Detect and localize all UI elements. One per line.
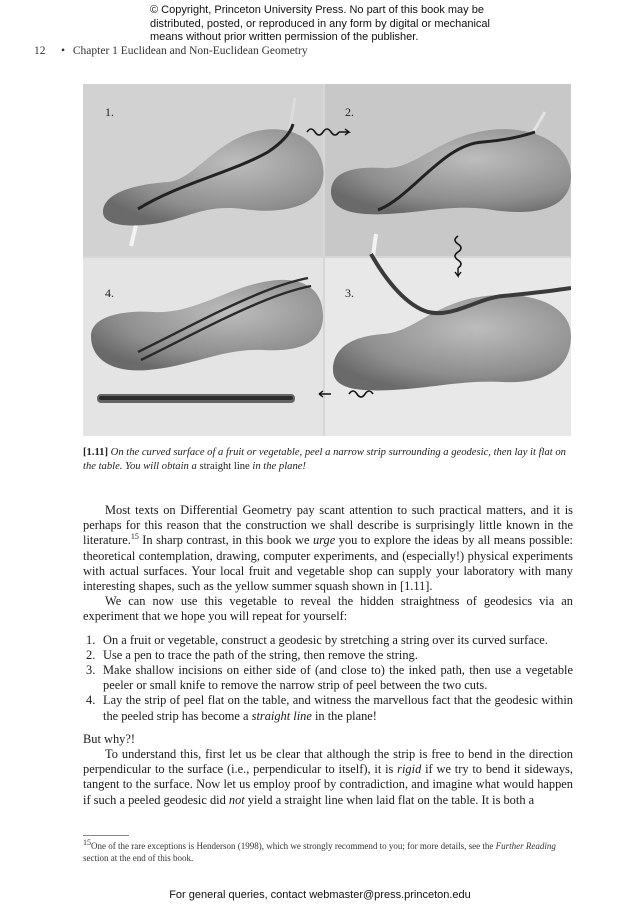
p3-text-c: yield a straight line when laid flat on the table. It is both a — [244, 792, 535, 807]
p3-text-a: To understand this, first let us be clear that although the strip is free to bend in the direction perpendicular to the surface (i.e., perpendicular to itself), it is — [83, 747, 573, 777]
panel-label-4: 4. — [105, 286, 114, 300]
p1-text-a: Most texts on Differential Geometry pay scant attention to such practical matters, and it is perhaps for this reason that the construction we shall describe is surprisingly little known in the literature. — [83, 503, 573, 548]
but-why-line: But why?! — [83, 731, 135, 746]
copyright-line-2: distributed, posted, or reproduced in any form by digital or mechanical — [150, 17, 490, 30]
list-item-number: 4. — [86, 693, 96, 708]
panel-label-2: 2. — [345, 105, 354, 119]
footnote-text-b: section at the end of this book. — [83, 853, 194, 863]
list-item-text: Lay the strip of peel flat on the table, and witness the marvellous fact that the geodesic within the peeled strip has become a — [103, 693, 573, 723]
list-item — [83, 663, 573, 693]
copyright-line-1: © Copyright, Princeton University Press. No part of this book may be — [150, 4, 484, 16]
copyright-notice — [150, 4, 490, 45]
list-item-text: Use a pen to trace the path of the string, then remove the string. — [103, 647, 418, 662]
panel-label-3: 3. — [345, 286, 354, 300]
list-item — [83, 633, 573, 648]
paragraph-3 — [83, 747, 573, 808]
contact-notice: For general queries, contact webmaster@press.princeton.edu — [169, 889, 471, 901]
list-item-text: Make shallow incisions on either side of (and close to) the inked path, then use a vegetable peeler or small knife to remove the narrow strip of peel between the two cuts. — [103, 663, 573, 693]
footnote-emphasis: Further Reading — [495, 841, 556, 851]
list-item-number: 3. — [86, 663, 96, 678]
p1-text-b: In sharp contrast, in this book we — [138, 533, 313, 548]
list-item-emphasis: straight line — [251, 708, 312, 723]
caption-text-roman: straight line — [199, 461, 250, 472]
p3-emphasis-rigid: rigid — [397, 762, 422, 777]
p1-text-c: you to explore the ideas by all means possible: theoretical contemplation, drawing, computer experiments, and (especially!) physical experiments with actual surfaces. Your local fruit and vegetable shop can supply your laboratory with many interesting shapes, such as the yellow summer squash shown in [1.11]. — [83, 533, 573, 594]
p3-text-b: if we try to bend it sideways, tangent to the surface. Now let us employ proof by contradiction, and imagine what would happen if such a peeled geodesic did — [83, 762, 573, 807]
main-body — [83, 503, 573, 808]
panel-label-1: 1. — [105, 105, 114, 119]
running-head — [34, 45, 308, 57]
list-item — [83, 648, 573, 663]
figure-caption — [83, 446, 573, 474]
list-item-number: 2. — [86, 647, 96, 662]
list-item-text-end: in the plane! — [311, 708, 377, 723]
copyright-line-3: means without prior written permission of the publisher. — [150, 31, 419, 43]
footnote-divider — [83, 835, 129, 836]
squash-photo-illustration — [83, 84, 571, 436]
experiment-steps-list — [83, 633, 573, 724]
squash-figure — [83, 84, 571, 436]
list-item-number: 1. — [86, 632, 96, 647]
paragraph-2: We can now use this vegetable to reveal the hidden straightness of geodesics via an experiment that we hope you will repeat for yourself: — [83, 594, 573, 624]
footnote-text-a: One of the rare exceptions is Henderson (1998), which we strongly recommend to you; for more details, see the — [91, 841, 496, 851]
footnote-number: 15 — [83, 838, 91, 847]
list-item — [83, 693, 573, 723]
footnote-ref-15[interactable]: 15 — [130, 532, 139, 542]
p1-emphasis-urge: urge — [312, 533, 336, 548]
footnote-15 — [83, 840, 573, 864]
paragraph-1 — [83, 503, 573, 594]
caption-label: [1.11] — [83, 447, 109, 458]
chapter-title: Chapter 1 Euclidean and Non-Euclidean Geometry — [72, 45, 308, 57]
caption-text-italic: On the curved surface of a fruit or vegetable, peel a narrow strip surrounding a geodesic, then lay it flat on the table. You will obtain a — [83, 447, 566, 472]
running-head-separator: • — [60, 45, 66, 57]
page-number: 12 — [34, 45, 46, 57]
list-item-text: On a fruit or vegetable, construct a geodesic by stretching a string over its curved surface. — [103, 632, 548, 647]
p3-emphasis-not: not — [228, 792, 245, 807]
caption-text-italic-end: in the plane! — [252, 461, 306, 472]
